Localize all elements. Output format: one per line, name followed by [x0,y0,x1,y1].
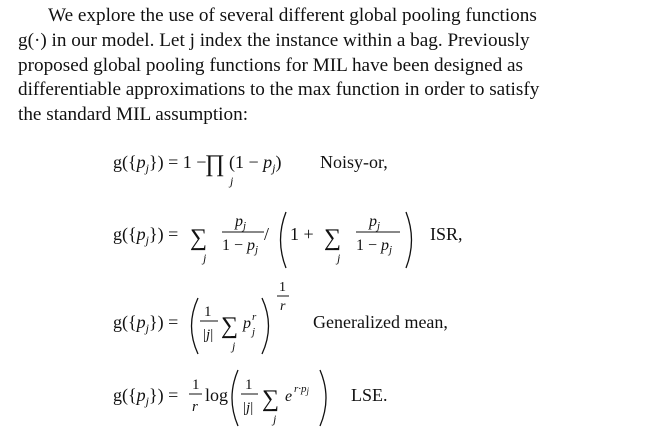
paragraph-line-1: We explore the use of several different global pooling functions [48,5,537,26]
svg-text:j: j [203,251,207,265]
svg-text:1 − pj: 1 − pj [356,237,393,256]
svg-text:j: j [337,251,341,265]
svg-text:r: r [252,311,257,323]
svg-text:r·pj: r·pj [294,383,310,396]
paragraph-line-4: differentiable approximations to the max function in order to satisfy [18,79,540,101]
eq-name-lse: LSE. [351,385,388,405]
paragraph-line-2: g(·) in our model. Let j index the instance within a bag. Previously [18,29,530,51]
svg-text:log: log [205,385,229,405]
svg-text:pj: pj [235,213,247,232]
svg-text:|j|: |j| [243,400,254,416]
eq-name-isr: ISR, [430,224,463,244]
svg-text:j: j [252,326,256,338]
svg-text:1: 1 [192,377,200,393]
eq-name-noisy-or: Noisy-or, [320,152,388,172]
svg-text:p: p [243,315,251,332]
svg-text:1 +: 1 + [290,224,314,244]
svg-text:g({pj}) =: $g(\{p_j\})$ = [113,385,179,408]
svg-text:e: e [285,388,293,405]
svg-text:∑: ∑ [262,386,280,412]
svg-text:j: j [230,174,234,188]
eq-name-generalized-mean: Generalized mean, [313,312,448,332]
svg-text:1: 1 [279,280,286,295]
equation-noisy-or [113,151,388,188]
svg-text:j: j [232,339,236,353]
svg-text:|j|: |j| [203,327,214,343]
svg-text:/: / [264,224,270,244]
svg-text:g({pj}) =: $g(\{p_j\})$ = [113,312,179,335]
equation-generalized-mean [113,280,448,354]
svg-text:1 − pj: 1 − pj [222,237,259,256]
paragraph-line-3: proposed global pooling functions for MIL have been designed as [18,54,523,76]
svg-text:∏: ∏ [205,151,225,177]
svg-text:g({pj}) = 1 −: $g(\{p_j\}) = 1$ − [113,152,207,175]
equation-lse [113,370,388,426]
svg-text:(1 − pj): $(1 - p_j)$ [229,152,282,175]
svg-text:1: 1 [204,304,212,320]
svg-text:∑: ∑ [190,225,208,251]
svg-text:r: r [192,399,198,415]
svg-text:∑: ∑ [221,313,239,339]
svg-text:j: j [273,412,277,426]
svg-text:r: r [280,299,286,314]
paragraph-line-5: the standard MIL assumption: [18,104,249,126]
svg-text:∑: ∑ [324,225,342,251]
equation-isr [113,212,463,268]
svg-text:g({pj}) =: $g(\{p_j\})$ = [113,224,179,247]
svg-text:1: 1 [245,377,253,393]
svg-text:pj: pj [369,213,381,232]
